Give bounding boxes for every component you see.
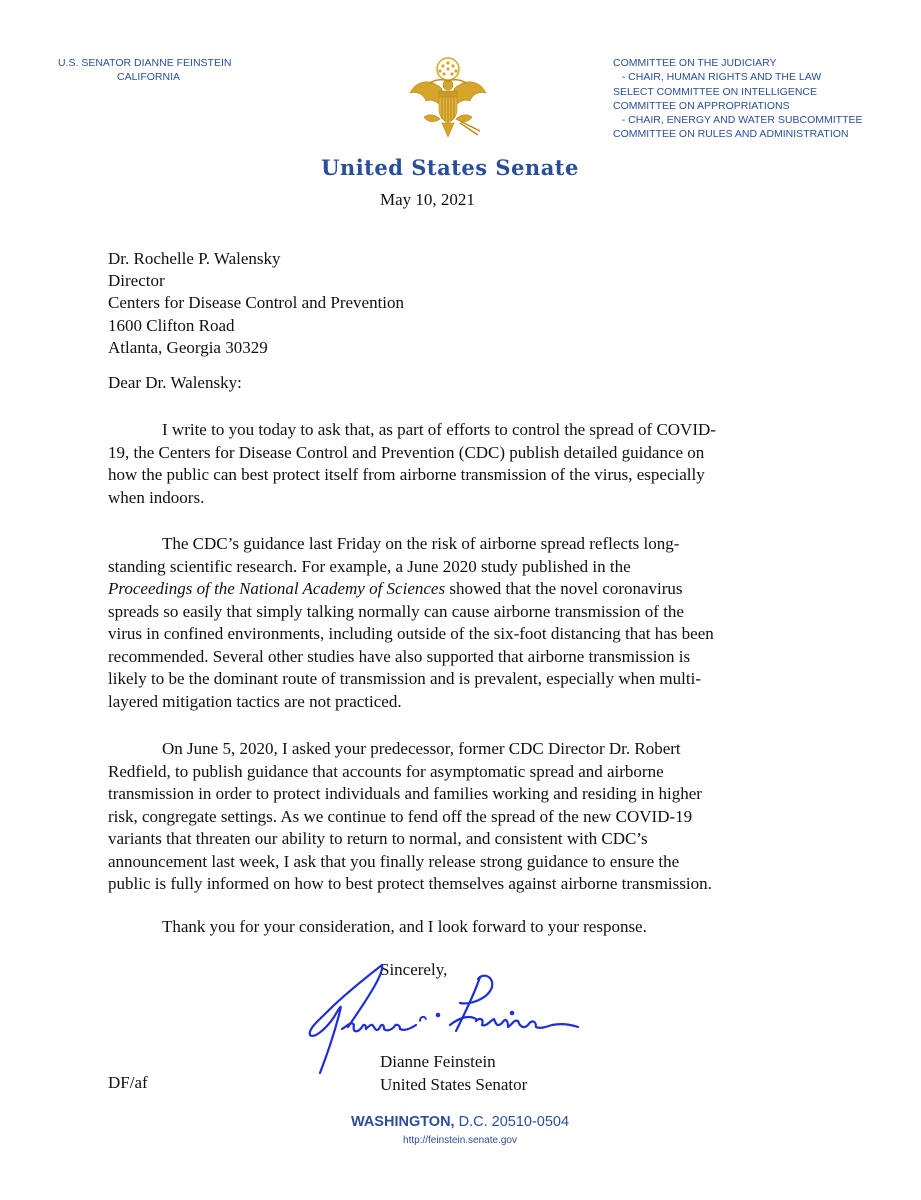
body-paragraph-2 [108,533,808,713]
recipient-city: Atlanta, Georgia 30329 [108,337,268,357]
footer-zip: D.C. 20510-0504 [454,1114,570,1130]
recipient-street: 1600 Clifton Road [108,315,235,335]
typist-initials: DF/af [108,1073,148,1092]
body-paragraph-4: Thank you for your consideration, and I look forward to your response. [162,917,647,936]
senate-title: United States Senate [321,155,579,180]
journal-title: Proceedings of the National Academy of Sciences [108,579,446,598]
footer-city: WASHINGTON, [350,1114,455,1130]
senator-name: U.S. SENATOR DIANNE FEINSTEIN [58,57,232,69]
paragraph-2-lead: The CDC’s guidance last Friday on the risk of airborne spread reflects long- standing scientific research. For example, a June 2020 study published in the [108,534,680,576]
footer-address [300,1114,620,1130]
committee-list: COMMITTEE ON THE JUDICIARY - CHAIR, HUMAN RIGHTS AND THE LAW SELECT COMMITTEE ON INTELLIGENCE COMMITTEE ON APPROPRIATIONS - CHAIR, ENERGY AND WATER SUBCOMMITTEE COMMITTEE ON RULES AND ADMINISTRATION [613,57,863,141]
salutation: Dear Dr. Walensky: [108,373,242,392]
recipient-title: Director [108,271,165,291]
signer-block [380,1051,527,1096]
closing: Sincerely, [380,960,448,979]
senator-state: CALIFORNIA [117,71,181,83]
senator-block [58,56,231,84]
great-seal-icon [402,55,494,147]
signer-title: United States Senator [380,1074,528,1094]
signer-name: Dianne Feinstein [380,1052,496,1071]
body-paragraph-3: On June 5, 2020, I asked your predecessor, former CDC Director Dr. Robert Redfield, to publish guidance that accounts for asymptomatic spread and airborne transmission in order to protect individuals and families working and residing in higher risk, congregate settings. As we continue to fend off the spread of the new COVID-19 variants that threaten our ability to return to normal, and consistent with CDC’s announcement last week, I ask that you finally release strong guidance to ensure the public is fully informed on how to best protect themselves against airborne transmission. [108,739,712,893]
recipient-address [108,248,404,359]
letter-date: May 10, 2021 [380,190,475,209]
recipient-name: Dr. Rochelle P. Walensky [108,249,281,268]
paragraph-2-rest: showed that the novel coronavirus spreads so easily that simply talking normally can cause airborne transmission of the virus in confined environments, including outside of the six-foot distancing that has been recommended. Several other studies have also supported that airborne transmission is likely to be the dominant route of transmission and is prevalent, especially when multi- layered mitigation tactics are not practiced. [108,579,714,711]
footer-url[interactable]: http://feinstein.senate.gov [403,1135,517,1146]
body-paragraph-1: I write to you today to ask that, as part of efforts to control the spread of COVID- 19, the Centers for Disease Control and Prevention (CDC) publish detailed guidance on how the public can best protect itself from airborne transmission of the virus, especially when indoors. [108,420,716,507]
recipient-organization: Centers for Disease Control and Prevention [108,293,405,313]
